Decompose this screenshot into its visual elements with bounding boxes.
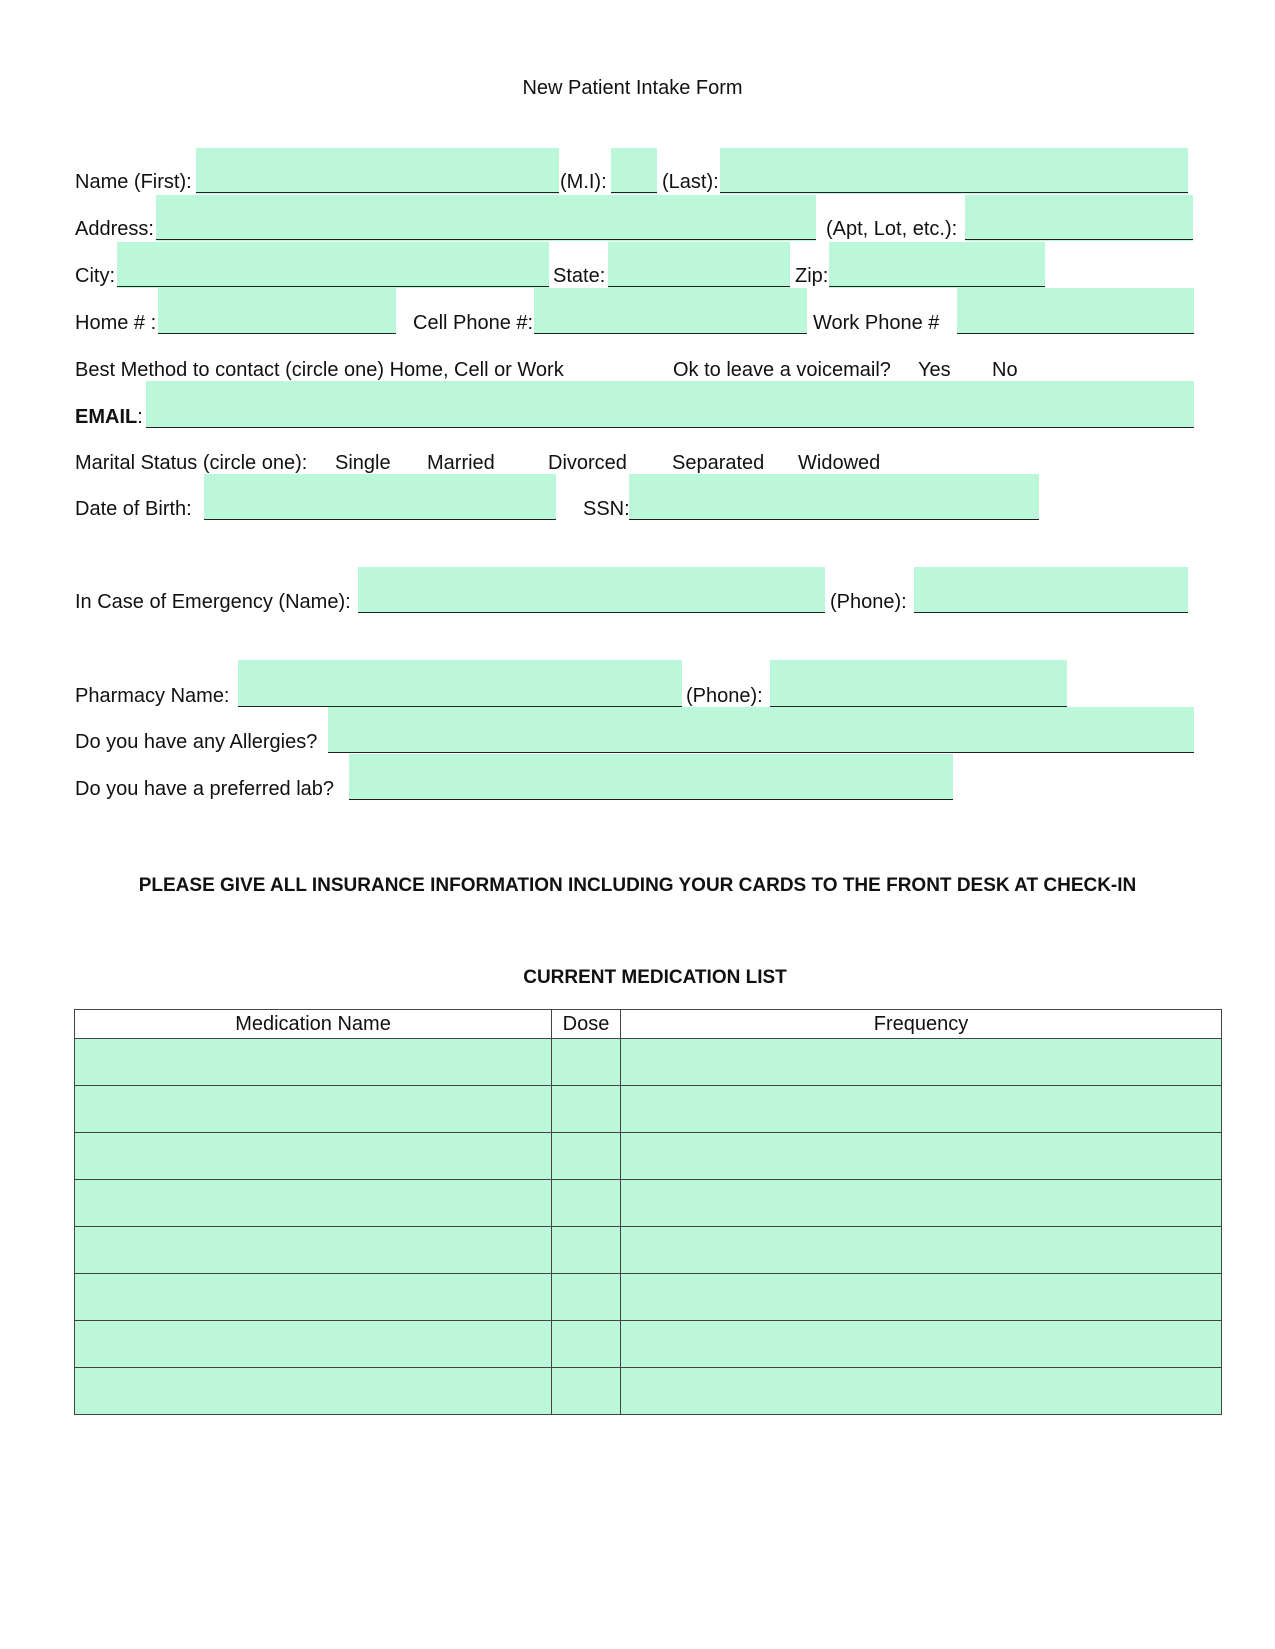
emergency-name-label: In Case of Emergency (Name): — [75, 591, 351, 613]
dose-input[interactable] — [552, 1368, 620, 1414]
table-row — [75, 1274, 1222, 1321]
zip-underline — [829, 286, 1045, 287]
medication-name-input[interactable] — [75, 1227, 551, 1273]
city-label: City: — [75, 265, 115, 287]
allergies-label: Do you have any Allergies? — [75, 731, 318, 753]
marital-status-label: Marital Status (circle one): — [75, 452, 308, 474]
frequency-input[interactable] — [621, 1227, 1221, 1273]
email-field[interactable] — [146, 381, 1194, 427]
voicemail-no-option[interactable]: No — [992, 359, 1018, 381]
allergies-underline — [328, 752, 1194, 753]
frequency-input[interactable] — [621, 1274, 1221, 1320]
middle-initial-field[interactable] — [611, 148, 657, 194]
home-phone-underline — [158, 333, 396, 334]
emergency-name-underline — [358, 612, 825, 613]
address-field[interactable] — [156, 195, 816, 241]
dose-cell[interactable] — [552, 1180, 621, 1227]
marital-option-married[interactable]: Married — [427, 452, 495, 474]
state-field[interactable] — [608, 242, 790, 288]
medication-list-title: CURRENT MEDICATION LIST — [523, 967, 787, 988]
cell-phone-underline — [534, 333, 807, 334]
pharmacy-phone-field[interactable] — [770, 660, 1067, 706]
last-name-underline — [720, 192, 1188, 193]
frequency-cell[interactable] — [621, 1133, 1222, 1180]
insurance-notice: PLEASE GIVE ALL INSURANCE INFORMATION INCLUDING YOUR CARDS TO THE FRONT DESK AT CHECK-IN — [138, 875, 1137, 896]
medication-name-input[interactable] — [75, 1368, 551, 1414]
medication-name-input[interactable] — [75, 1180, 551, 1226]
best-method-label: Best Method to contact (circle one) Home, Cell or Work — [75, 359, 564, 381]
address-label: Address: — [75, 218, 154, 240]
dose-input[interactable] — [552, 1321, 620, 1367]
frequency-input[interactable] — [621, 1368, 1221, 1414]
first-name-label: Name (First): — [75, 171, 192, 193]
email-underline — [146, 427, 1194, 428]
email-colon: : — [137, 406, 143, 428]
pharmacy-phone-label: (Phone): — [686, 685, 763, 707]
medication-table-body — [75, 1039, 1222, 1415]
preferred-lab-underline — [349, 799, 953, 800]
voicemail-yes-option[interactable]: Yes — [918, 359, 951, 381]
address-underline — [156, 239, 816, 240]
dose-cell[interactable] — [552, 1274, 621, 1321]
table-row — [75, 1368, 1222, 1415]
dose-cell[interactable] — [552, 1368, 621, 1415]
header-dose: Dose — [552, 1010, 621, 1039]
medication-name-cell[interactable] — [75, 1274, 552, 1321]
frequency-input[interactable] — [621, 1321, 1221, 1367]
first-name-field[interactable] — [196, 148, 559, 194]
pharmacy-name-field[interactable] — [238, 660, 682, 706]
cell-phone-label: Cell Phone #: — [413, 312, 534, 334]
preferred-lab-field[interactable] — [349, 754, 953, 800]
frequency-input[interactable] — [621, 1180, 1221, 1226]
frequency-input[interactable] — [621, 1133, 1221, 1179]
dob-label: Date of Birth: — [75, 498, 192, 520]
preferred-lab-label: Do you have a preferred lab? — [75, 778, 335, 800]
frequency-cell[interactable] — [621, 1227, 1222, 1274]
mi-underline — [611, 192, 657, 193]
medication-name-input[interactable] — [75, 1321, 551, 1367]
zip-label: Zip: — [795, 265, 829, 287]
cell-phone-field[interactable] — [534, 288, 807, 334]
first-name-underline — [196, 192, 559, 193]
email-label-wrap — [75, 405, 143, 429]
dose-input[interactable] — [552, 1133, 620, 1179]
form-title: New Patient Intake Form — [522, 77, 743, 99]
frequency-cell[interactable] — [621, 1180, 1222, 1227]
last-name-label: (Last): — [662, 171, 719, 193]
medication-name-input[interactable] — [75, 1133, 551, 1179]
pharmacy-name-label: Pharmacy Name: — [75, 685, 230, 707]
header-frequency: Frequency — [621, 1010, 1222, 1039]
frequency-cell[interactable] — [621, 1039, 1222, 1086]
city-underline — [117, 286, 549, 287]
state-label: State: — [553, 265, 606, 287]
ssn-label: SSN: — [583, 498, 630, 520]
medication-name-input[interactable] — [75, 1039, 551, 1085]
dose-input[interactable] — [552, 1274, 620, 1320]
emergency-name-field[interactable] — [358, 567, 825, 613]
emergency-phone-field[interactable] — [914, 567, 1188, 613]
frequency-input[interactable] — [621, 1039, 1221, 1085]
medication-table — [74, 1009, 1222, 1415]
voicemail-label: Ok to leave a voicemail? — [673, 359, 891, 381]
medication-name-cell[interactable] — [75, 1039, 552, 1086]
frequency-cell[interactable] — [621, 1368, 1222, 1415]
dose-cell[interactable] — [552, 1039, 621, 1086]
ssn-underline — [629, 519, 1039, 520]
dose-cell[interactable] — [552, 1227, 621, 1274]
emergency-phone-underline — [914, 612, 1188, 613]
frequency-input[interactable] — [621, 1086, 1221, 1132]
table-row — [75, 1133, 1222, 1180]
medication-name-cell[interactable] — [75, 1086, 552, 1133]
work-phone-underline — [957, 333, 1194, 334]
marital-option-widowed[interactable]: Widowed — [798, 452, 881, 474]
frequency-cell[interactable] — [621, 1086, 1222, 1133]
home-phone-field[interactable] — [158, 288, 396, 334]
home-phone-label: Home # : — [75, 312, 157, 334]
state-underline — [608, 286, 790, 287]
emergency-phone-label: (Phone): — [830, 591, 907, 613]
dob-underline — [204, 519, 556, 520]
table-row — [75, 1180, 1222, 1227]
date-of-birth-field[interactable] — [204, 474, 556, 520]
medication-name-cell[interactable] — [75, 1180, 552, 1227]
ssn-field[interactable] — [629, 474, 1039, 520]
allergies-field[interactable] — [328, 707, 1194, 753]
marital-option-divorced[interactable]: Divorced — [548, 452, 627, 474]
email-label: EMAIL — [75, 406, 138, 428]
work-phone-label: Work Phone # — [813, 312, 940, 334]
medication-name-cell[interactable] — [75, 1133, 552, 1180]
marital-option-single[interactable]: Single — [335, 452, 391, 474]
frequency-cell[interactable] — [621, 1274, 1222, 1321]
header-medication-name: Medication Name — [75, 1010, 552, 1039]
medication-table-header — [75, 1010, 1222, 1039]
dose-input[interactable] — [552, 1227, 620, 1273]
zip-field[interactable] — [829, 242, 1045, 288]
apt-label: (Apt, Lot, etc.): — [826, 218, 958, 240]
medication-name-input[interactable] — [75, 1086, 551, 1132]
frequency-cell[interactable] — [621, 1321, 1222, 1368]
dose-cell[interactable] — [552, 1133, 621, 1180]
dose-cell[interactable] — [552, 1321, 621, 1368]
medication-name-cell[interactable] — [75, 1368, 552, 1415]
medication-name-input[interactable] — [75, 1274, 551, 1320]
apt-field[interactable] — [965, 195, 1193, 241]
medication-name-cell[interactable] — [75, 1227, 552, 1274]
last-name-field[interactable] — [720, 148, 1188, 194]
dose-input[interactable] — [552, 1039, 620, 1085]
dose-cell[interactable] — [552, 1086, 621, 1133]
table-row — [75, 1227, 1222, 1274]
table-row — [75, 1086, 1222, 1133]
table-row — [75, 1321, 1222, 1368]
apt-underline — [965, 239, 1193, 240]
dose-input[interactable] — [552, 1180, 620, 1226]
work-phone-field[interactable] — [957, 288, 1194, 334]
dose-input[interactable] — [552, 1086, 620, 1132]
marital-option-separated[interactable]: Separated — [672, 452, 765, 474]
city-field[interactable] — [117, 242, 549, 288]
mi-label: (M.I): — [560, 171, 607, 193]
medication-name-cell[interactable] — [75, 1321, 552, 1368]
table-row — [75, 1039, 1222, 1086]
